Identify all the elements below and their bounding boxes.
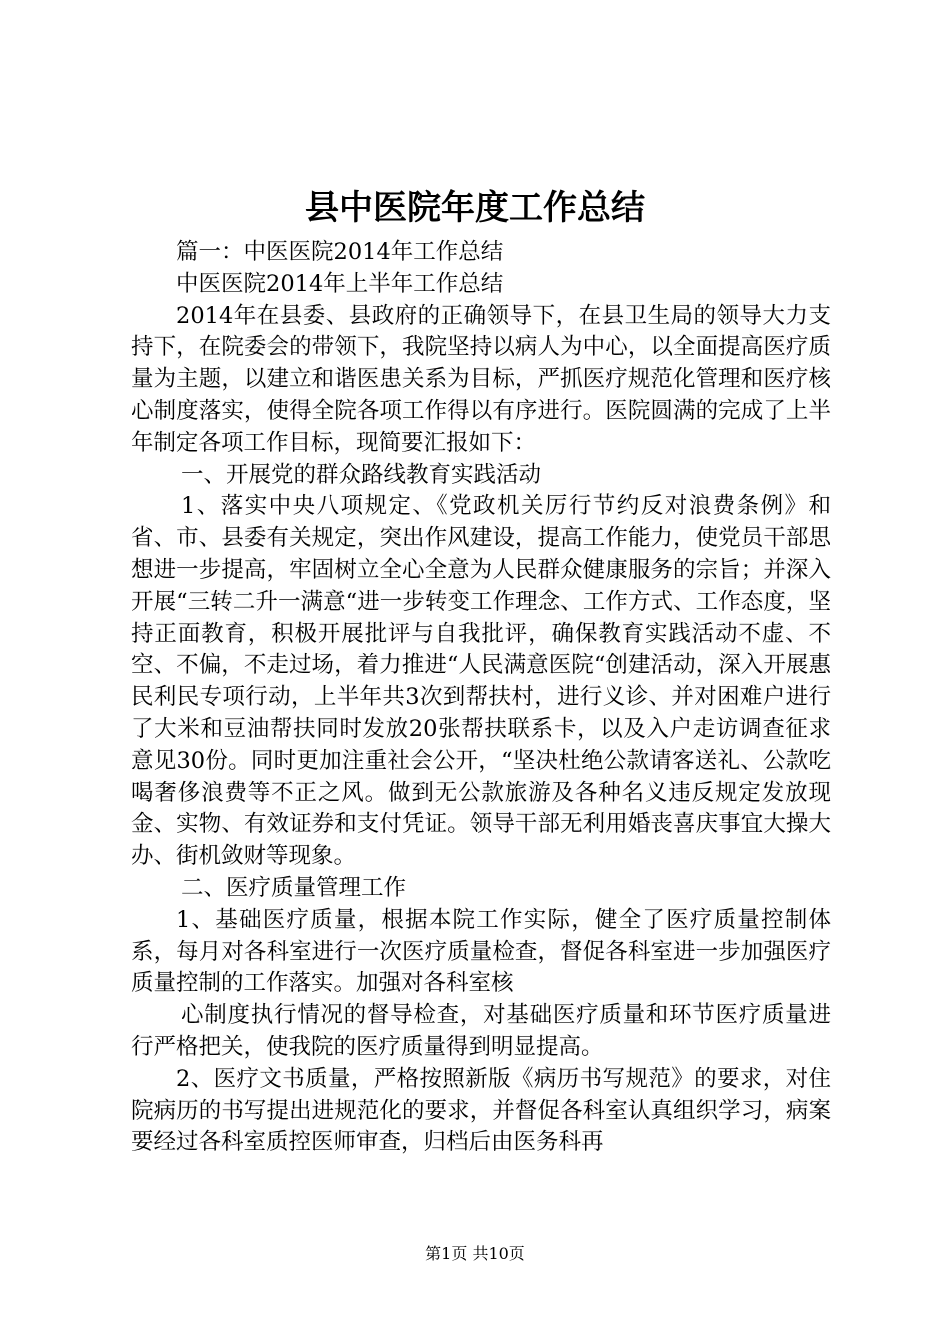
paragraph-section-1-item-1: 1、落实中央八项规定、《党政机关厉行节约反对浪费条例》和省、市、县委有关规定，突出作风建设，提高工作能力，使党员干部思想进一步提高，牢固树立全心全意为人民群众健康服务的宗旨；并深入开展“三转二升一满意“进一步转变工作理念、工作方式、工作态度，坚持正面教育，积极开展批评与自我批评，确保教育实践活动不虚、不空、不偏，不走过场，着力推进“人民满意医院“创建活动，深入开展惠民利民专项行动，上半年共3次到帮扶村，进行义诊、并对困难户进行了大米和豆油帮扶同时发放20张帮扶联系卡，以及入户走访调查征求意见30份。同时更加注重社会公开，“坚决杜绝公款请客送礼、公款吃喝奢侈浪费等不正之风。做到无公款旅游及各种名义违反规定发放现金、实物、有效证券和支付凭证。领导干部无利用婚丧喜庆事宜大操大办、街机敛财等现象。 — [131, 493, 831, 870]
section-heading-1: 一、开展党的群众路线教育实践活动 — [181, 461, 542, 488]
page-number: 第1页 共10页 — [425, 1244, 525, 1263]
paragraph-section-2-item-2: 2、医疗文书质量，严格按照新版《病历书写规范》的要求，对住院病历的书写提出进规范化的要求，并督促各科室认真组织学习，病案要经过各科室质控医师审查，归档后由医务科再 — [131, 1065, 831, 1156]
paragraph-section-2-item-1: 1、基础医疗质量，根据本院工作实际，健全了医疗质量控制体系，每月对各科室进行一次医疗质量检查，督促各科室进一步加强医疗质量控制的工作落实。加强对各科室核 — [131, 906, 831, 997]
document-title: 县中医院年度工作总结 — [305, 188, 645, 228]
document-body — [131, 237, 831, 1159]
paragraph-intro: 2014年在县委、县政府的正确领导下，在县卫生局的领导大力支持下，在院委会的带领下，我院坚持以病人为中心，以全面提高医疗质量为主题，以建立和谐医患关系为目标，严抓医疗规范化管理和医疗核心制度落实，使得全院各项工作得以有序进行。医院圆满的完成了上半年制定各项工作目标，现简要汇报如下： — [131, 302, 831, 456]
paragraph-subtitle-1: 篇一：中医医院2014年工作总结 — [176, 239, 504, 265]
paragraph-subtitle-2: 中医医院2014年上半年工作总结 — [176, 270, 504, 297]
paragraph-section-2-item-1-cont: 心制度执行情况的督导检查，对基础医疗质量和环节医疗质量进行严格把关，使我院的医疗质量得到明显提高。 — [131, 1002, 831, 1060]
section-heading-2: 二、医疗质量管理工作 — [181, 874, 407, 901]
